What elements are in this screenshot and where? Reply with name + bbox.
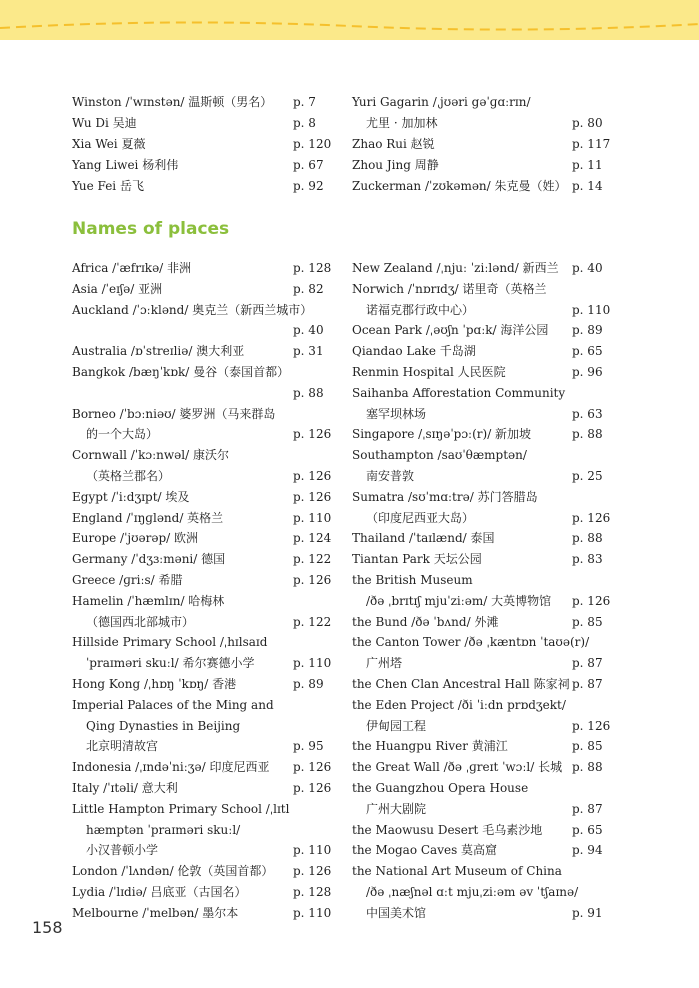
index-entry: the Eden Project /ði ˈiːdn prɒdʒekt/ xyxy=(352,697,566,712)
index-page-ref: p. 126 xyxy=(293,573,332,587)
index-page-ref: p. 96 xyxy=(572,365,603,379)
index-entry: Indonesia /ˌɪndəˈniːʒə/ 印度尼西亚 xyxy=(72,760,270,775)
index-page-ref: p. 89 xyxy=(293,677,324,691)
index-page-ref: p. 128 xyxy=(293,885,332,899)
index-entry: the British Museum xyxy=(352,573,473,587)
index-entry: 中国美术馆 xyxy=(366,905,427,920)
index-entry: Germany /ˈdʒɜːməni/ 德国 xyxy=(72,552,226,567)
index-entry: the National Art Museum of China xyxy=(352,864,562,879)
index-page-ref: p. 85 xyxy=(572,739,603,754)
person-page-ref: p. 67 xyxy=(293,158,324,172)
index-page-ref: p. 95 xyxy=(293,739,324,754)
index-entry: the Great Wall /ðə ˌɡreɪt ˈwɔːl/ 长城 xyxy=(352,760,563,775)
person-page-ref: p. 92 xyxy=(293,179,324,193)
person-entry: Xia Wei 夏薇 xyxy=(72,137,146,151)
index-page-ref: p. 126 xyxy=(293,489,332,504)
index-page-ref: p. 89 xyxy=(572,323,603,338)
person-page-ref: p. 11 xyxy=(572,158,603,172)
index-entry: Egypt /ˈiːdʒɪpt/ 埃及 xyxy=(72,489,190,504)
index-entry: （英格兰郡名） xyxy=(86,469,171,483)
index-entry: Thailand /ˈtaɪlænd/ 泰国 xyxy=(352,531,495,546)
index-entry: Italy /ˈɪtəli/ 意大利 xyxy=(72,781,178,795)
index-entry: Africa /ˈæfrɪkə/ 非洲 xyxy=(72,261,192,275)
index-page-ref: p. 122 xyxy=(293,614,332,629)
index-page-ref: p. 40 xyxy=(293,323,324,338)
index-entry: Renmin Hospital 人民医院 xyxy=(352,365,506,379)
index-entry: Qing Dynasties in Beijing xyxy=(86,718,241,733)
person-entry: Zuckerman /ˈzʊkəmən/ 朱克曼（姓） xyxy=(352,179,567,193)
index-page-ref: p. 65 xyxy=(572,822,603,837)
index-entry: New Zealand /ˌnjuː ˈziːlənd/ 新西兰 xyxy=(352,261,559,275)
index-page-ref: p. 110 xyxy=(293,510,332,525)
index-entry: the Canton Tower /ðə ˌkæntɒn ˈtaʊə(r)/ xyxy=(352,635,590,650)
index-entry: Greece /ɡriːs/ 希腊 xyxy=(72,573,183,587)
index-entry: Europe /ˈjʊərəp/ 欧洲 xyxy=(72,531,199,546)
index-entry: ˈpraɪməri skuːl/ 希尔赛德小学 xyxy=(86,656,255,671)
index-entry: 南安普敦 xyxy=(366,469,415,483)
index-entry: hæmptən ˈpraɪməri skuːl/ xyxy=(86,822,241,837)
index-page-ref: p. 126 xyxy=(293,864,332,879)
index-page-ref: p. 82 xyxy=(293,281,324,296)
index-page-ref: p. 124 xyxy=(293,531,332,546)
index-entry: Singapore /ˌsɪŋəˈpɔː(r)/ 新加坡 xyxy=(352,427,532,442)
index-entry: Little Hampton Primary School /ˌlɪtl xyxy=(72,801,290,816)
index-entry: Sumatra /sʊˈmɑːtrə/ 苏门答腊岛 xyxy=(352,489,538,504)
index-entry: Borneo /ˈbɔːniəʊ/ 婆罗洲（马来群岛 xyxy=(72,406,276,421)
index-page-ref: p. 88 xyxy=(572,760,603,775)
index-page-ref: p. 40 xyxy=(572,261,603,275)
page-number: 158 xyxy=(32,918,63,937)
person-page-ref: p. 120 xyxy=(293,137,332,151)
header-dashed-wave xyxy=(0,18,699,52)
index-page-ref: p. 85 xyxy=(572,614,603,629)
person-page-ref: p. 117 xyxy=(572,137,611,151)
index-page-ref: p. 63 xyxy=(572,406,603,421)
index-entry: Tiantan Park 天坛公园 xyxy=(352,552,482,567)
index-page-ref: p. 83 xyxy=(572,552,603,567)
index-entry: Imperial Palaces of the Ming and xyxy=(72,697,274,712)
index-entry: Melbourne /ˈmelbən/ 墨尔本 xyxy=(72,905,239,920)
index-entry: Auckland /ˈɔːklənd/ 奥克兰（新西兰城市） xyxy=(72,302,313,317)
index-entry: Cornwall /ˈkɔːnwəl/ 康沃尔 xyxy=(72,448,229,463)
index-entry: Hillside Primary School /ˌhɪlsaɪd xyxy=(72,635,268,650)
index-entry: 诺福克郡行政中心） xyxy=(366,302,475,317)
index-entry: 广州塔 xyxy=(366,656,403,671)
index-entry: Hong Kong /ˌhɒŋ ˈkɒŋ/ 香港 xyxy=(72,677,237,691)
index-page-ref: p. 31 xyxy=(293,344,324,359)
index-page-ref: p. 110 xyxy=(293,843,332,858)
index-page-ref: p. 110 xyxy=(572,302,611,317)
index-page-ref: p. 126 xyxy=(293,781,332,795)
index-page-ref: p. 126 xyxy=(293,469,332,483)
index-page-ref: p. 25 xyxy=(572,469,603,483)
index-page-ref: p. 88 xyxy=(572,427,603,442)
person-entry: Winston /ˈwɪnstən/ 温斯顿（男名） xyxy=(72,95,273,109)
index-entry: 小汉普顿小学 xyxy=(86,843,159,858)
index-entry: /ðə ˌbrɪtɪʃ mjuˈziːəm/ 大英博物馆 xyxy=(366,593,552,608)
index-entry: 北京明清故宫 xyxy=(86,739,159,754)
index-entry: /ðə ˌnæʃnəl ɑːt mjuˌziːəm əv ˈtʃaɪnə/ xyxy=(366,885,579,899)
person-entry: Wu Di 吴迪 xyxy=(72,116,137,130)
index-page-ref: p. 87 xyxy=(572,801,603,816)
index-entry: London /ˈlʌndən/ 伦敦（英国首都） xyxy=(72,864,274,879)
index-entry: Lydia /ˈlɪdiə/ 吕底亚（古国名） xyxy=(72,885,247,899)
index-entry: 的一个大岛） xyxy=(86,427,159,442)
person-page-ref: p. 14 xyxy=(572,179,603,193)
index-entry: the Maowusu Desert 毛乌素沙地 xyxy=(352,822,543,837)
index-entry: England /ˈɪŋɡlənd/ 英格兰 xyxy=(72,510,224,525)
index-page-ref: p. 126 xyxy=(293,427,332,442)
person-entry: Zhou Jing 周静 xyxy=(352,158,439,172)
index-entry: the Guangzhou Opera House xyxy=(352,781,529,795)
index-entry: Southampton /saʊˈθæmptən/ xyxy=(352,448,527,463)
index-entry: （印度尼西亚大岛） xyxy=(366,510,475,525)
person-page-ref: p. 7 xyxy=(293,95,316,109)
index-entry: the Chen Clan Ancestral Hall 陈家祠 xyxy=(352,677,570,691)
section-title-places: Names of places xyxy=(72,219,230,239)
person-entry: Zhao Rui 赵锐 xyxy=(352,137,435,151)
index-page-ref: p. 88 xyxy=(572,531,603,546)
index-page-ref: p. 122 xyxy=(293,552,332,567)
person-page-ref: p. 8 xyxy=(293,116,316,130)
index-entry: the Bund /ðə ˈbʌnd/ 外滩 xyxy=(352,614,499,629)
index-entry: Qiandao Lake 千岛湖 xyxy=(352,344,476,359)
index-page-ref: p. 110 xyxy=(293,905,332,920)
index-entry: Australia /ɒˈstreɪliə/ 澳大利亚 xyxy=(72,344,245,359)
index-page-ref: p. 126 xyxy=(293,760,332,775)
index-entry: 广州大剧院 xyxy=(366,801,427,816)
index-entry: Saihanba Afforestation Community xyxy=(352,385,566,400)
index-page-ref: p. 128 xyxy=(293,261,332,275)
index-entry: Asia /ˈeɪʃə/ 亚洲 xyxy=(72,281,163,296)
person-entry: 尤里 · 加加林 xyxy=(366,116,438,130)
index-entry: （德国西北部城市） xyxy=(86,614,195,629)
index-entry: Norwich /ˈnɒrɪdʒ/ 诺里奇（英格兰 xyxy=(352,281,547,296)
index-page-ref: p. 110 xyxy=(293,656,332,671)
person-entry: Yuri Gagarin /ˌjʊəri gəˈɡɑːrɪn/ xyxy=(352,95,531,109)
index-entry: Bangkok /bæŋˈkɒk/ 曼谷（泰国首都） xyxy=(72,365,290,379)
person-entry: Yue Fei 岳飞 xyxy=(72,179,144,193)
index-entry: the Huangpu River 黄浦江 xyxy=(352,739,508,754)
index-page-ref: p. 91 xyxy=(572,905,603,920)
index-entry: the Mogao Caves 莫高窟 xyxy=(352,843,498,858)
index-page-ref: p. 88 xyxy=(293,385,324,400)
index-page-ref: p. 87 xyxy=(572,677,603,691)
index-page-ref: p. 126 xyxy=(572,593,611,608)
index-page-ref: p. 126 xyxy=(572,510,611,525)
index-page-ref: p. 87 xyxy=(572,656,603,671)
index-page-ref: p. 126 xyxy=(572,718,611,733)
index-page-ref: p. 65 xyxy=(572,344,603,359)
index-entry: 伊甸园工程 xyxy=(366,718,427,733)
person-entry: Yang Liwei 杨利伟 xyxy=(72,158,179,172)
index-page-ref: p. 94 xyxy=(572,843,603,858)
index-entry: Ocean Park /ˌəʊʃn ˈpɑːk/ 海洋公园 xyxy=(352,323,549,338)
person-page-ref: p. 80 xyxy=(572,116,603,130)
index-entry: Hamelin /ˈhæmlɪn/ 哈梅林 xyxy=(72,593,225,608)
index-entry: 塞罕坝林场 xyxy=(366,406,427,421)
